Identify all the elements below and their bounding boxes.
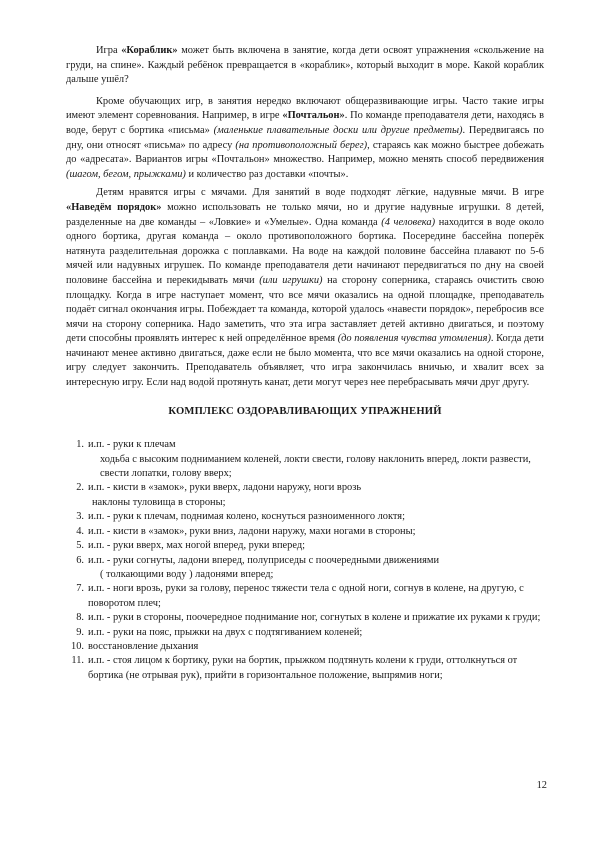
exercise-list	[66, 438, 544, 683]
list-item: 6. и.п. - руки согнуты, ладони вперед, полуприседы с поочередными движениями ( толкающими воду ) ладонями вперед;	[76, 554, 440, 580]
list-item: 8. и.п. - руки в стороны, поочередное поднимание ног, согнутых в колене и прижатие их руками к груди;	[76, 612, 541, 624]
list-item: 10. восстановление дыхания	[71, 640, 199, 652]
game-name-naveyom-poryadok: «Наведём порядок»	[66, 201, 162, 213]
list-item: 11. и.п. - стоя лицом к бортику, руки на бортик, прыжком подтянуть колени к груди, оттолкнуться от бортика (не отрывая рук), прийти в горизонтальное положение, выпрямив ноги;	[71, 655, 518, 681]
list-item: 7. и.п. - ноги врозь, руки за голову, перенос тяжести тела с одной ноги, согнув в колене, на другую, с поворотом плеч;	[76, 583, 524, 609]
list-item: 3. и.п. - руки к плечам, поднимая колено, коснуться разноименного локтя;	[76, 511, 405, 523]
list-item: 1. и.п. - руки к плечам ходьба с высоким подниманием коленей, локти свести, голову наклонить вперед, локти развести, свести лопатки, голову вверх;	[76, 439, 531, 480]
game-name-korablik: «Кораблик»	[121, 45, 178, 56]
paragraph-pochtalon: Кроме обучающих игр, в занятия нередко включают общеразвивающие игры. Часто такие игры имеют элемент соревнования. Например, в игре «Почтальон». По команде преподавателя дети, находясь в воде, берут с бортика «письма» (маленькие плавательные доски или другие предметы). Передвигаясь по дну, они относят «письма» по адресу (на противоположный берег), стараясь как можно быстрее добежать до «адресата». Вариантов игры «Почтальон» множество. Например, можно менять способ передвижения (шагом, бегом, прыжками) и количество раз доставки «почты».	[66, 95, 545, 180]
game-name-pochtalon: «Почтальон»	[282, 110, 345, 122]
list-item: 5. и.п. - руки вверх, мах ногой вперед, руки вперед;	[76, 540, 306, 552]
page-number: 12	[536, 780, 547, 791]
document-body	[66, 44, 544, 683]
list-item: 4. и.п. - кисти в «замок», руки вниз, ладони наружу, махи ногами в стороны;	[76, 525, 416, 537]
list-item: 2. и.п. - кисти в «замок», руки вверх, ладони наружу, ноги врозь наклоны туловища в стороны;	[76, 482, 362, 508]
paragraph-korablik: Игра «Кораблик» может быть включена в занятие, когда дети освоят упражнения «скольжение на груди, на спине». Каждый ребёнок превращается в «кораблик», который выходит в море. Какой кораблик дальше ушёл?	[66, 45, 544, 86]
paragraph-naveyom-poryadok: Детям нравятся игры с мячами. Для занятий в воде подходят лёгкие, надувные мячи. В игре «Наведём порядок» можно использовать не только мячи, но и другие надувные игрушки. 8 детей, разделенные на две команды – «Ловкие» и «Умелые». Одна команда (4 человека) находится в воде около одного бортика, другая команда – около противоположного бортика. Посередине бассейна поперёк натянута разделительная дорожка с поплавками. На воде на каждой половине бассейна плавают по 5-6 мячей или надувных игрушек. По команде преподавателя дети начинают передвигаться по дну на своей половине бассейна и перекидывать мячи (или игрушки) на сторону соперника, стараясь очистить свою площадку. Когда в игре наступает момент, что все мячи оказались на одной площадке, преподаватель подаёт сигнал окончания игры. Побеждает та команда, которой удалось «навести порядок», перебросив все мячи на сторону соперника. Надо заметить, что эта игра заставляет детей активно двигаться, и поэтому дети способны проявлять интерес к ней определённое время (до появления чувства утомления). Когда дети начинают менее активно двигаться, даже если не было момента, что все мячи оказались на одной стороне, игру следует закончить. Преподаватель объявляет, что игра закончилась вничью, и хвалит всех за интересную игру. Если над водой протянуть канат, дети могут через нее перебрасывать мячи друг другу.	[66, 187, 545, 389]
section-heading: КОМПЛЕКС ОЗДОРАВЛИВАЮЩИХ УПРАЖНЕНИЙ	[168, 405, 442, 417]
list-item: 9. и.п. - руки на пояс, прыжки на двух с подтягиванием коленей;	[76, 626, 363, 638]
